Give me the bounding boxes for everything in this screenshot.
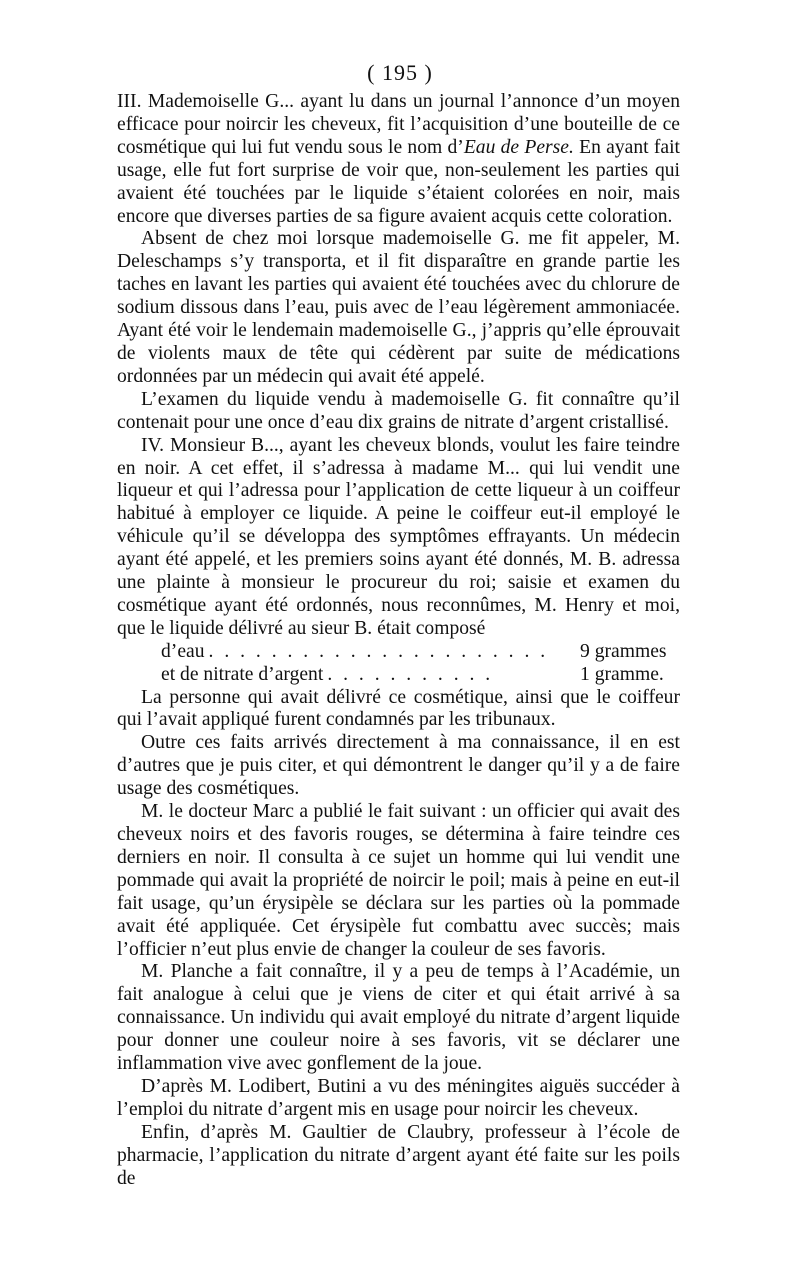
composition-row	[117, 641, 680, 664]
leader-dots: . . . . . . . . . . .	[327, 663, 494, 685]
paragraph-case-4: IV. Monsieur B..., ayant les cheveux blonds, voulut les faire teindre en noir. A cet effet, il s’adressa à madame M... qui lui vendit une liqueur et qui l’adressa pour l’application de cette liqueur à un coiffeur habitué à employer ce liquide. A peine le coiffeur eut-il employé le véhicule qu’il se développa des symptômes effrayants. Un médecin ayant été appelé, et les premiers soins ayant été donnés, M. B. adressa une plainte à monsieur le procureur du roi; saisie et examen du cosmétique ayant été ordonnés, nous reconnûmes, M. Henry et moi, que le liquide délivré au sieur B. était composé	[117, 434, 680, 639]
leader-dots: . . . . . . . . . . . . . . . . . . . . . .	[208, 640, 549, 662]
paragraph: Enfin, d’après M. Gaultier de Claubry, professeur à l’école de pharmacie, l’application du nitrate d’argent ayant été faite sur les poils de	[117, 1121, 680, 1189]
paragraph: L’examen du liquide vendu à mademoiselle G. fit connaître qu’il contenait pour une once d’eau dix grains de nitrate d’argent cristallisé.	[117, 388, 680, 433]
paragraph: M. Planche a fait connaître, il y a peu de temps à l’Académie, un fait analogue à celui que je viens de citer et qui était arrivé à sa connaissance. Un individu qui avait employé du nitrate d’argent liquide pour donner une couleur noire à ses favoris, vit se déclarer une inflammation vive avec gonflement de la joue.	[117, 961, 680, 1075]
composition-row	[117, 664, 680, 687]
ingredient-label: et de nitrate d’argent	[161, 663, 324, 685]
composition-list	[117, 641, 680, 687]
paragraph-text: En ayant fait usage, elle fut fort surprise de voir que, non-seulement les parties qui avaient été touchées par le liquide s’étaient colorées en noir, mais encore que diverses parties de sa figure avaient acquis cette coloration.	[117, 136, 680, 227]
paragraph: M. le docteur Marc a publié le fait suivant : un officier qui avait des cheveux noirs et des favoris rouges, se détermina à faire teindre ces derniers en noir. Il consulta à ce sujet un homme qui lui vendit une pommade qui avait la propriété de noircir le poil; mais à peine en eut-il fait usage, qu’un érysipèle se déclara sur les parties où la pommade avait été appliquée. Cet érysipèle fut combattu avec succès; mais l’officier n’eut plus envie de changer la couleur de ses favoris.	[117, 801, 680, 960]
paragraph: La personne qui avait délivré ce cosmétique, ainsi que le coiffeur qui l’avait appliqué furent condamnés par les tribunaux.	[117, 686, 680, 731]
ingredient-quantity: 9 grammes	[580, 640, 667, 662]
paragraph: Outre ces faits arrivés directement à ma connaissance, il en est d’autres que je puis citer, et qui démontrent le danger qu’il y a de faire usage des cosmétiques.	[117, 732, 680, 800]
paragraph-text: III. Mademoiselle G... ayant lu dans un journal l’annonce d’un moyen efficace pour noircir les cheveux, fit l’acquisition d’une bouteille de ce cosmétique qui lui fut vendu sous le nom d’	[117, 91, 680, 158]
paragraph: D’après M. Lodibert, Butini a vu des méningites aiguës succéder à l’emploi du nitrate d’argent mis en usage pour noircir les cheveux.	[117, 1075, 680, 1120]
ingredient-label: d’eau	[161, 640, 205, 662]
ingredient-quantity: 1 gramme.	[580, 663, 664, 685]
product-name: Eau de Perse.	[463, 136, 574, 158]
body-text	[117, 91, 680, 1191]
page-number: ( 195 )	[367, 60, 433, 85]
paragraph-case-3	[117, 91, 680, 228]
paragraph: Absent de chez moi lorsque mademoiselle G. me fit appeler, M. Deleschamps s’y transporta, et il fit disparaître en grande partie les taches en lavant les parties qui avaient été touchées avec du chlorure de sodium dissous dans l’eau, puis avec de l’eau légèrement ammoniacée. Ayant été voir le lendemain mademoiselle G., j’appris qu’elle éprouvait de violents maux de tête qui cédèrent par suite de médications ordonnées par un médecin qui avait été appelé.	[117, 228, 680, 387]
